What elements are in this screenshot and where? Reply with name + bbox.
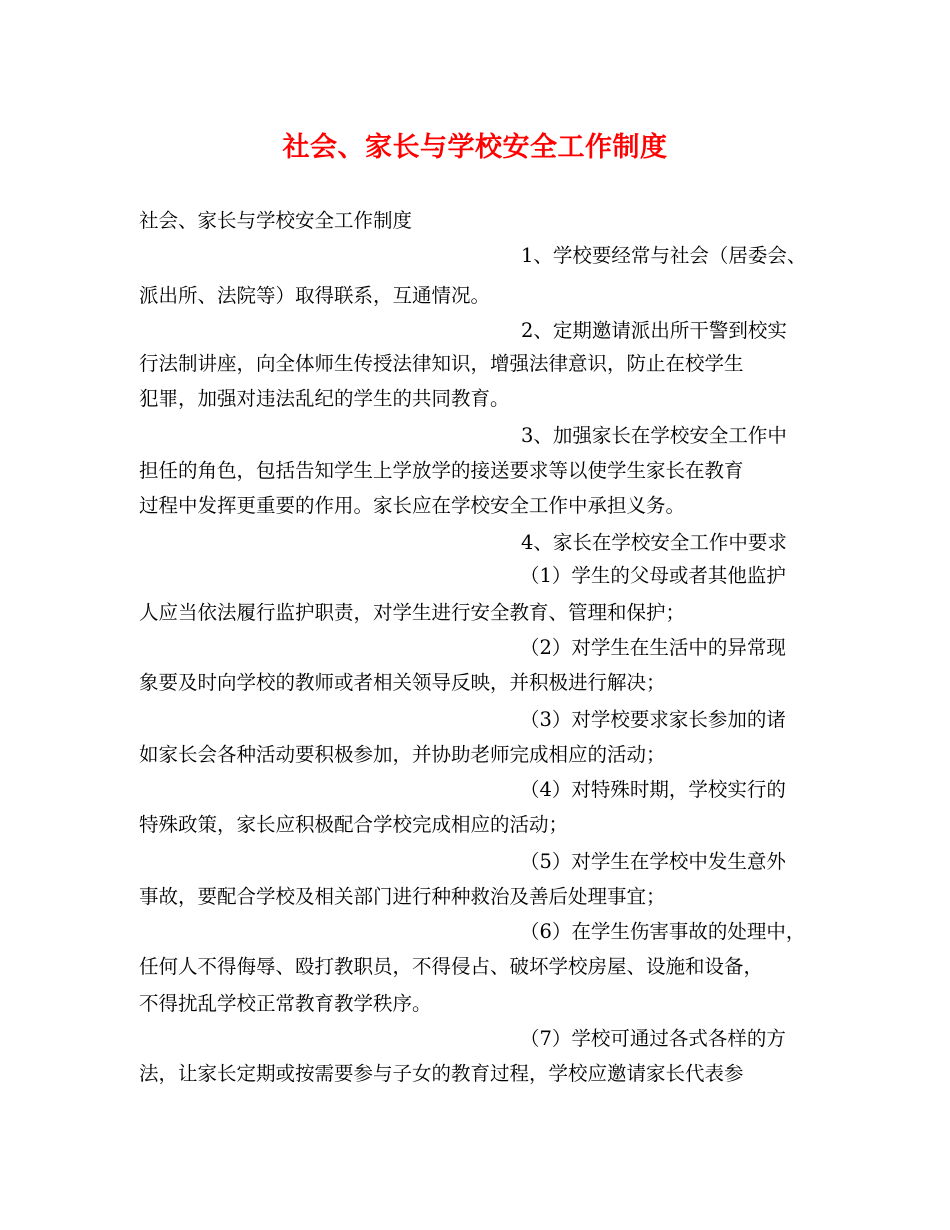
rule-4-heading: 4、家长在学校安全工作中要求 <box>521 531 787 554</box>
rule-4-sub-7-continuation: 法，让家长定期或按需要参与子女的教育过程，学校应邀请家长代表参 <box>139 1062 744 1085</box>
rule-4-sub-3-heading: （3）对学校要求家长参加的诸 <box>520 708 786 731</box>
rule-2-continuation-2: 犯罪，加强对违法乱纪的学生的共同教育。 <box>139 387 510 410</box>
document-subtitle-line: 社会、家长与学校安全工作制度 <box>139 209 413 232</box>
rule-2-continuation-1: 行法制讲座，向全体师生传授法律知识，增强法律意识，防止在校学生 <box>139 352 744 375</box>
rule-4-sub-5-continuation: 事故，要配合学校及相关部门进行种种救治及善后处理事宜； <box>139 885 666 908</box>
rule-4-sub-5-heading: （5）对学生在学校中发生意外 <box>520 850 786 873</box>
rule-4-sub-2-heading: （2）对学生在生活中的异常现 <box>520 636 786 659</box>
rule-4-sub-6-continuation-1: 任何人不得侮辱、殴打教职员，不得侵占、破坏学校房屋、设施和设备， <box>139 955 764 978</box>
rule-3-continuation-1: 担任的角色，包括告知学生上学放学的接送要求等以使学生家长在教育 <box>139 459 744 482</box>
rule-3-continuation-2: 过程中发挥更重要的作用。家长应在学校安全工作中承担义务。 <box>139 494 686 517</box>
rule-4-sub-1-continuation: 人应当依法履行监护职责，对学生进行安全教育、管理和保护； <box>139 601 686 624</box>
rule-4-sub-4-heading: （4）对特殊时期，学校实行的 <box>520 778 786 801</box>
rule-4-sub-7-heading: （7）学校可通过各式各样的方 <box>520 1027 786 1050</box>
rule-4-sub-6-heading: （6）在学生伤害事故的处理中， <box>520 920 806 943</box>
rule-4-sub-2-continuation: 象要及时向学校的教师或者相关领导反映，并积极进行解决； <box>139 671 666 694</box>
rule-4-sub-1-heading: （1）学生的父母或者其他监护 <box>520 564 786 587</box>
rule-4-sub-3-continuation: 如家长会各种活动要积极参加，并协助老师完成相应的活动； <box>139 743 666 766</box>
rule-1-continuation: 派出所、法院等）取得联系，互通情况。 <box>139 284 491 307</box>
rule-4-sub-4-continuation: 特殊政策，家长应积极配合学校完成相应的活动； <box>139 813 569 836</box>
rule-4-sub-6-continuation-2: 不得扰乱学校正常教育教学秩序。 <box>139 992 432 1015</box>
rule-1-heading: 1、学校要经常与社会（居委会、 <box>521 244 807 267</box>
document-title: 社会、家长与学校安全工作制度 <box>282 132 668 163</box>
rule-3-heading: 3、加强家长在学校安全工作中 <box>521 424 787 447</box>
rule-2-heading: 2、定期邀请派出所干警到校实 <box>521 319 787 342</box>
